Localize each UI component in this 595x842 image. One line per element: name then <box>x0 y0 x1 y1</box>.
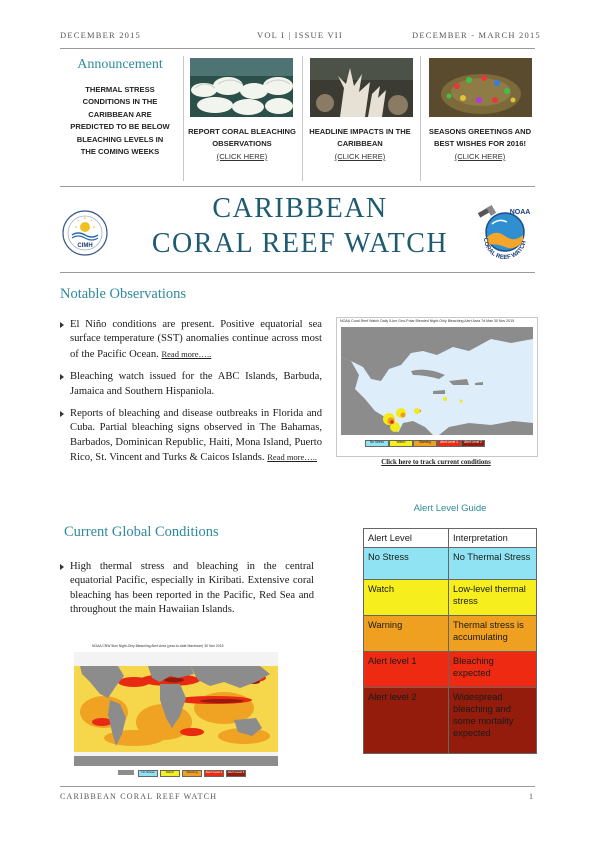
legend-label: Alert Level 2 <box>227 770 245 774</box>
table-header-row <box>364 529 537 548</box>
notable-observations-list <box>60 318 322 474</box>
season-greetings-link[interactable]: (CLICK HERE) <box>454 151 506 161</box>
list-item <box>60 407 322 466</box>
bleached-coral-photo[interactable] <box>190 58 293 117</box>
table-row-warning <box>364 616 537 652</box>
list-item <box>60 370 322 399</box>
interpretation-cell: No Thermal Stress <box>449 548 537 580</box>
bullet-text: Bleaching watch issued for the ABC Islands, Barbuda, Jamaica and Southern Hispaniola. <box>70 371 322 397</box>
alert-guide-title: Alert Level Guide <box>413 503 487 514</box>
legend-swatch-land <box>118 770 134 775</box>
list-item <box>60 318 322 362</box>
noaa-crw-logo <box>474 202 536 264</box>
report-bleaching-link[interactable]: (CLICK HERE) <box>216 151 268 161</box>
header-rule <box>60 48 535 49</box>
table-header-cell: Alert Level <box>364 529 449 548</box>
header-period: DECEMBER - MARCH 2015 <box>412 30 541 40</box>
global-map-title: NOAA CRW 5km Night-Only Bleaching Alert Area (year-to-date Maximum) 30 Nov 2015 <box>92 644 224 648</box>
page-number: 1 <box>529 792 533 801</box>
coral-reef-watch-arc-text: CORAL REEF WATCH <box>481 237 528 262</box>
noaa-text: NOAA <box>509 209 531 216</box>
table-row-alert-1 <box>364 652 537 688</box>
newsletter-title-line1: CARIBBEAN <box>212 193 388 224</box>
notable-observations-title: Notable Observations <box>60 286 187 302</box>
season-greetings-photo[interactable] <box>429 58 532 117</box>
headline-impacts-link[interactable]: (CLICK HERE) <box>334 151 386 161</box>
legend-label: Watch <box>396 440 406 444</box>
caribbean-alert-map[interactable] <box>336 317 538 457</box>
interpretation-cell: Bleaching expected <box>449 652 537 688</box>
caribbean-map-legend <box>365 440 535 450</box>
legend-label: Warning <box>419 440 431 444</box>
season-greetings-item[interactable] <box>425 126 535 163</box>
report-bleaching-caption: REPORT CORAL BLEACHING OBSERVATIONS <box>188 127 296 149</box>
global-alert-map[interactable] <box>74 644 278 782</box>
bullet-text: El Niño conditions are present. Positive equatorial sea surface temperature (SST) anomalies continue across most of the Pacific Ocean. <box>70 319 322 360</box>
legend-label: Alert Level 2 <box>464 440 482 444</box>
alert-level-cell: Watch <box>364 580 449 616</box>
table-row-alert-2 <box>364 688 537 754</box>
interpretation-cell: Thermal stress is accumulating <box>449 616 537 652</box>
alert-level-cell: No Stress <box>364 548 449 580</box>
read-more-link[interactable]: Read more….. <box>267 452 318 463</box>
global-conditions-title: Current Global Conditions <box>64 524 219 540</box>
legend-label: No Stress <box>370 440 384 444</box>
header-date: DECEMBER 2015 <box>60 30 142 40</box>
table-row-no-stress <box>364 548 537 580</box>
legend-label: Alert Level 1 <box>440 440 458 444</box>
section-rule <box>60 186 535 187</box>
read-more-link[interactable]: Read more….. <box>161 348 212 359</box>
announcement-title: Announcement <box>77 57 163 72</box>
column-divider <box>420 56 421 181</box>
season-greetings-caption: SEASONS GREETINGS AND BEST WISHES FOR 2016! <box>428 127 532 149</box>
cimh-logo <box>62 210 108 256</box>
column-divider <box>302 56 303 181</box>
alert-level-cell: Alert level 1 <box>364 652 449 688</box>
alert-level-table <box>363 528 537 754</box>
legend-label: Watch <box>165 770 175 774</box>
global-map-legend <box>118 770 278 779</box>
alert-level-cell: Warning <box>364 616 449 652</box>
list-item <box>60 560 314 618</box>
track-conditions-link[interactable]: Click here to track current conditions <box>381 459 491 466</box>
cimh-logo-text: CIMH <box>77 243 93 249</box>
column-divider <box>183 56 184 181</box>
table-row-watch <box>364 580 537 616</box>
bullet-text: Reports of bleaching and disease outbreaks in Florida and Cuba. Partial bleaching signs observed in The Bahamas, Barbados, Dominican Republic, Haiti, Mona Island, Puerto Rico, St. Vincent and Turks & Caicos Islands. <box>70 408 322 464</box>
headline-impacts-item[interactable] <box>305 126 415 163</box>
section-rule <box>60 272 535 273</box>
report-bleaching-item[interactable] <box>187 126 297 163</box>
legend-label: Alert Level 1 <box>205 770 223 774</box>
caribbean-coral-photo[interactable] <box>310 58 413 117</box>
legend-label: No Stress <box>141 770 155 774</box>
footer-rule <box>60 786 535 787</box>
headline-impacts-caption: HEADLINE IMPACTS IN THE CARIBBEAN <box>309 127 411 149</box>
caribbean-map-title: NOAA Coral Reef Watch Daily 5-km Geo-Polar Blended Night-Only Bleaching Alert Area 7d Max 30 Nov 2015 <box>340 319 515 323</box>
footer-title: CARIBBEAN CORAL REEF WATCH <box>60 792 218 801</box>
global-conditions-list <box>60 560 314 626</box>
newsletter-title-line2: CORAL REEF WATCH <box>151 228 449 259</box>
table-header-cell: Interpretation <box>449 529 537 548</box>
interpretation-cell: Low-level thermal stress <box>449 580 537 616</box>
interpretation-cell: Widespread bleaching and some mortality expected <box>449 688 537 754</box>
alert-level-cell: Alert level 2 <box>364 688 449 754</box>
bullet-text: High thermal stress and bleaching in the central equatorial Pacific, especially in Kiribati. Extensive coral bleaching has been reported in the Pacific, Red Sea and throughout the main Hawaiian Islands. <box>70 561 314 616</box>
announcement-text: THERMAL STRESS CONDITIONS IN THE CARIBBEAN ARE PREDICTED TO BE BELOW BLEACHING LEVELS IN THE COMING WEEKS <box>70 85 170 157</box>
header-volume: VOL I | ISSUE VII <box>257 30 343 40</box>
legend-label: Warning <box>186 770 198 774</box>
